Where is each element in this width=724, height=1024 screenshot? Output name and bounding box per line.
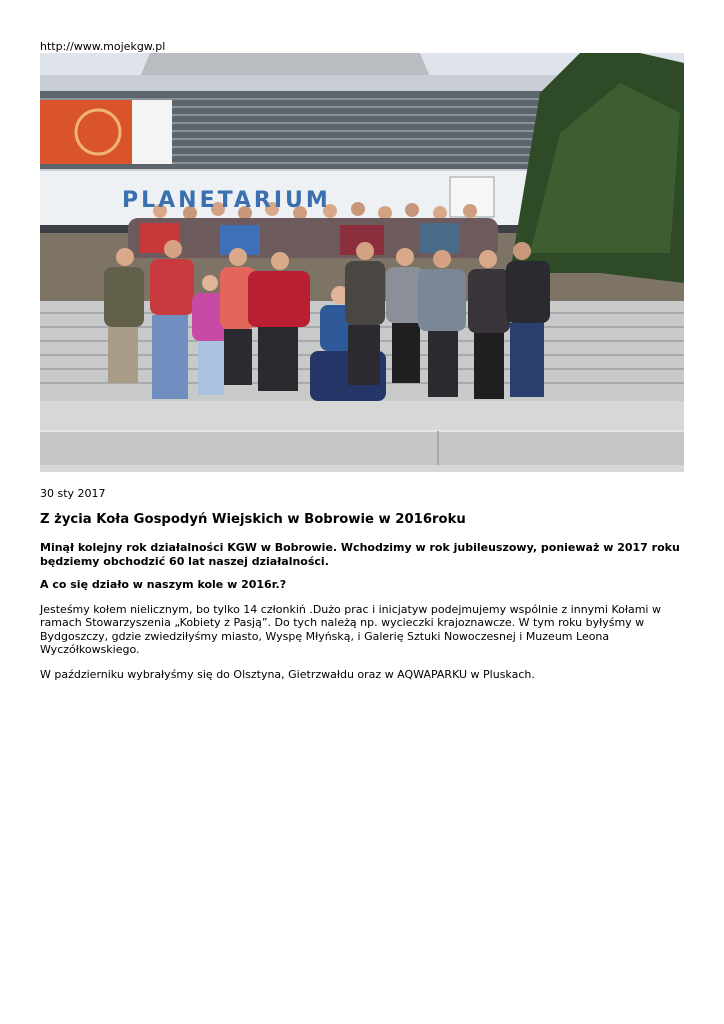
article-title: Z życia Koła Gospodyń Wiejskich w Bobrowie w 2016roku: [40, 512, 466, 527]
planetarium-sign: PLANETARIUM: [122, 188, 331, 213]
article-paragraph: W październiku wybrałyśmy się do Olsztyna, Gietrzwałdu oraz w AQWAPARKU w Pluskach.: [40, 668, 535, 681]
section-question: A co się działo w naszym kole w 2016r.?: [40, 578, 287, 591]
group-photo: [40, 53, 684, 472]
article-paragraph: Jesteśmy kołem nielicznym, bo tylko 14 członkiń .Dużo prac i inicjatyw podejmujemy wspólnie z innymi Kołami w ramach Stowarzyszenia „Kobiety z Pasją”. Do tych należą np. wycieczki krajoznawcze. W tym roku byłyśmy w Bydgoszczy, gdzie zwiedziłyśmy miasto, Wyspę Młyńską, i Galerię Sztuki Nowoczesnej i Muzeum Leona Wyczółkowskiego.: [40, 603, 661, 657]
source-url: http://www.mojekgw.pl: [40, 40, 166, 53]
post-date: 30 sty 2017: [40, 487, 106, 500]
article-lead: Minął kolejny rok działalności KGW w Bobrowie. Wchodzimy w rok jubileuszowy, ponieważ w 2017 roku będziemy obchodzić 60 lat naszej działalności.: [40, 541, 680, 568]
